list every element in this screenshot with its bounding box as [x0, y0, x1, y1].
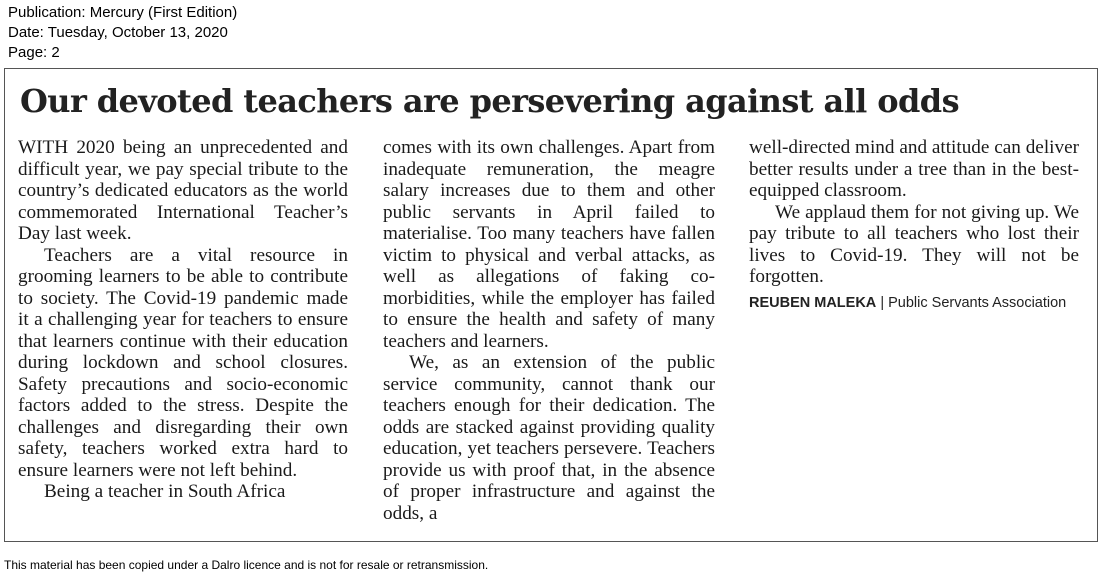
publication-label: Publication: Mercury (First Edition) — [8, 4, 238, 21]
article-column-3 — [749, 137, 1079, 315]
byline — [749, 292, 1079, 315]
article-column-2 — [383, 137, 715, 524]
article-paragraph: WITH 2020 being an unprecedented and difficult year, we pay special tribute to the country’s dedicated educators as the world commemorated International Teacher’s Day last week. — [18, 137, 348, 244]
article-paragraph: We applaud them for not giving up. We pay tribute to all teachers who lost their lives to Covid-19. They will not be forgotten. — [749, 201, 1079, 287]
article-paragraph: Teachers are a vital resource in grooming learners to be able to contribute to society. The Covid-19 pandemic made it a challenging year for teachers to ensure that learners continue with their education during lockdown and school closures. Safety precautions and socio-economic factors added to the stress. Despite the challenges and disregarding their own safety, teachers worked extra hard to ensure learners were not left behind. — [18, 244, 348, 481]
date-label: Date: Tuesday, October 13, 2020 — [8, 24, 228, 41]
byline-author: REUBEN MALEKA — [749, 294, 877, 311]
page-label: Page: 2 — [8, 44, 60, 61]
article-paragraph: Being a teacher in South Africa — [44, 481, 286, 502]
byline-organization: Public Servants Association — [888, 294, 1067, 311]
article-column-1 — [18, 137, 348, 503]
byline-separator: | — [880, 294, 885, 311]
article-paragraph: We, as an extension of the public service community, cannot thank our teachers enough for their dedication. The odds are stacked against providing quality education, yet teachers persevere. Teachers provide us with proof that, in the absence of proper infrastructure and against the odds, a — [383, 352, 715, 524]
article-paragraph-continued: comes with its own challenges. Apart from inadequate remuneration, the meagre salary increases due to them and other public servants in April failed to materialise. Too many teachers have fallen victim to physical and verbal attacks, as well as allegations of faking co-morbidities, while the employer has failed to ensure the health and safety of many teachers and learners. — [383, 137, 715, 352]
licence-notice: This material has been copied under a Dalro licence and is not for resale or retransmission. — [4, 558, 489, 572]
article-paragraph-continued: well-directed mind and attitude can deliver better results under a tree than in the best-equipped classroom. — [749, 137, 1079, 201]
headline: Our devoted teachers are persevering against all odds — [20, 82, 959, 120]
